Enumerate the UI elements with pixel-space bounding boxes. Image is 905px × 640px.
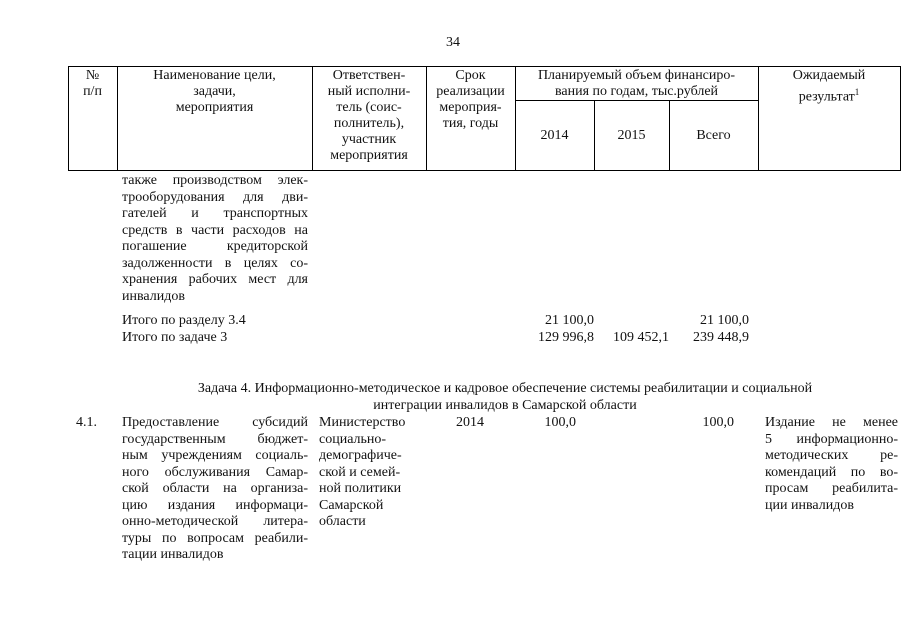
row-responsible: Министерство социально- демографиче- ской и семей- ной политики Самарской области bbox=[319, 415, 406, 529]
header-term: Срок реализации мероприя- тия, годы bbox=[436, 68, 505, 131]
header-result: Ожидаемый результат$^1$ bbox=[792, 68, 866, 105]
header-year-2015: 2015 bbox=[617, 128, 646, 143]
row-name: Предоставление субсидий государственным бюджет- ным учреждениям социаль- ного обслуживания Самар- ской области на организа- цию издания информаци- онно-методической литера- туры по вопросам реабили- тации инвалидов bbox=[122, 415, 308, 562]
row-term: 2014 bbox=[456, 415, 484, 430]
row-expected-result: Издание не менее 5 информационно- методических ре- комендаций по во- просам реабилита- ции инвалидов bbox=[765, 415, 898, 513]
header-total: Всего bbox=[696, 128, 731, 143]
row-total: 100,0 bbox=[702, 415, 734, 430]
continued-description: также производством элек- трооборудования для дви- гателей и транспортных средств в части расходов на погашение кредиторской задолженности в целях со- хранения рабочих мест для инвалидов bbox=[122, 173, 308, 304]
header-responsible: Ответствен- ный исполни- тель (соис- полнитель), участник мероприятия bbox=[327, 68, 411, 163]
header-name: Наименование цели, задачи, мероприятия bbox=[153, 68, 276, 115]
header-financing: Планируемый объем финансиро- вания по годам, тыс.рублей bbox=[537, 68, 736, 99]
header-year-2014: 2014 bbox=[540, 128, 569, 143]
task-4-heading: Задача 4. Информационно-методическое и кадровое обеспечение системы реабилитации и социальной интеграции инвалидов в Самарской области bbox=[197, 381, 813, 413]
page-number: 34 bbox=[446, 35, 460, 50]
row-number: 4.1. bbox=[76, 415, 97, 430]
header-number: № п/п bbox=[83, 68, 102, 99]
row-2014: 100,0 bbox=[544, 415, 576, 430]
